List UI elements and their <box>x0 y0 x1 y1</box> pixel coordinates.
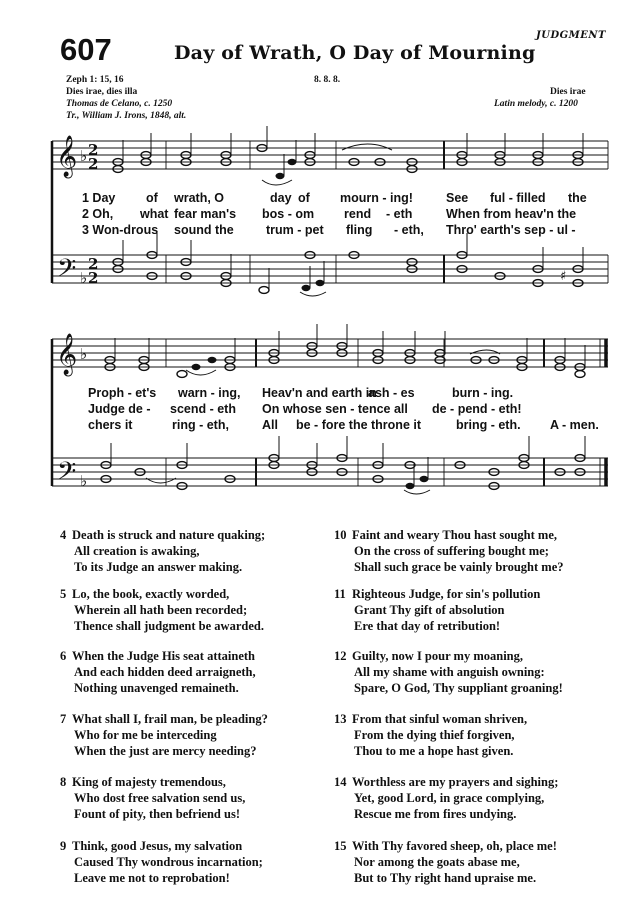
lyric-syllable: A - men. <box>550 418 599 432</box>
lyric-syllable: On whose sen - tence all <box>262 402 408 416</box>
stanza-line: Wherein all hath been recorded; <box>74 603 248 617</box>
lyric-syllable: When from heav'n the <box>446 207 577 221</box>
lyric-syllable: be - fore the throne it <box>296 418 421 432</box>
stanza-line: When the Judge His seat attaineth <box>72 649 255 663</box>
stanza-5 <box>60 586 264 634</box>
stanza-line: And each hidden deed arraigneth, <box>74 665 256 679</box>
svg-text:𝄢: 𝄢 <box>57 457 77 492</box>
svg-text:2: 2 <box>88 155 99 173</box>
stanza-line: Righteous Judge, for sin's pollution <box>352 587 541 601</box>
stanza-line: Shall such grace be vainly brought me? <box>354 560 564 574</box>
stanza-number: 15 <box>334 839 347 853</box>
stanza-line: Lo, the book, exactly worded, <box>72 587 230 601</box>
stanza-line: Thence shall judgment be awarded. <box>74 619 264 633</box>
stanza-number: 13 <box>334 712 347 726</box>
lyric-syllable: bos - om <box>262 207 315 221</box>
stanza-line: Death is struck and nature quaking; <box>72 528 266 542</box>
stanza-line: Rescue me from fires undying. <box>354 807 517 821</box>
lyric-syllable: Thro' earth's sep - ul - <box>446 223 576 237</box>
lyric-syllable: wrath, O <box>174 191 225 205</box>
section-heading: JUDGMENT <box>536 30 606 41</box>
stanza-12 <box>334 648 563 696</box>
stanza-6 <box>60 648 256 696</box>
lyric-syllable: burn - ing. <box>452 386 514 400</box>
stanza-line: Yet, good Lord, in grace complying, <box>354 791 545 805</box>
stanza-number: 10 <box>334 528 347 542</box>
stanza-line: Nothing unavenged remaineth. <box>74 681 239 695</box>
stanza-number: 11 <box>334 587 346 601</box>
stanza-number: 8 <box>60 775 67 789</box>
stanza-line: From that sinful woman shriven, <box>352 712 528 726</box>
stanza-number: 6 <box>60 649 67 663</box>
lyric-syllable: scend - eth <box>170 402 236 416</box>
stanza-line: Faint and weary Thou hast sought me, <box>352 528 558 542</box>
stanza-7 <box>60 711 268 759</box>
stanza-line: Who for me be interceding <box>74 728 217 742</box>
tune-source: Latin melody, c. 1200 <box>494 99 578 109</box>
stanza-line: Worthless are my prayers and sighing; <box>352 775 559 789</box>
stanza-number: 9 <box>60 839 67 853</box>
svg-text:♯: ♯ <box>560 269 567 284</box>
stanza-line: All my shame with anguish owning: <box>354 665 545 679</box>
svg-text:♭: ♭ <box>80 147 88 165</box>
lyric-syllable: All <box>262 418 278 432</box>
lyric-syllable: of <box>146 191 158 205</box>
stanza-line: Leave me not to reprobation! <box>74 871 230 885</box>
svg-text:♭: ♭ <box>80 269 88 287</box>
svg-text:2: 2 <box>88 141 99 159</box>
stanza-line: Spare, O God, Thy suppliant groaning! <box>354 681 563 695</box>
lyric-syllable: ring - eth, <box>172 418 229 432</box>
stanza-line: What shall I, frail man, be pleading? <box>72 712 268 726</box>
lyric-syllable: day <box>270 191 292 205</box>
lyric-syllable: ful - filled <box>490 191 546 205</box>
hymn-title: Day of Wrath, O Day of Mourning <box>174 42 536 64</box>
stanza-line: Think, good Jesus, my salvation <box>72 839 243 853</box>
lyric-syllable: Heav'n and earth in <box>262 386 377 400</box>
lyric-syllable: 2 Oh, <box>82 207 114 221</box>
lyric-syllable: chers it <box>88 418 133 432</box>
lyric-syllable: rend <box>344 207 372 221</box>
lyric-syllable: of <box>298 191 310 205</box>
svg-text:𝄞: 𝄞 <box>56 136 78 177</box>
lyric-syllable: - eth <box>386 207 413 221</box>
stanza-line: All creation is awaking, <box>74 544 200 558</box>
stanza-line: Caused Thy wondrous incarnation; <box>74 855 263 869</box>
music-system-1 <box>0 0 640 320</box>
svg-text:𝄢: 𝄢 <box>57 254 77 289</box>
hymn-number: 607 <box>60 32 112 67</box>
lyric-syllable: 3 Won-drous <box>82 223 159 237</box>
stanza-line: Grant Thy gift of absolution <box>354 603 505 617</box>
lyric-syllable: - eth, <box>394 223 424 237</box>
lyric-syllable: mourn - ing! <box>340 191 413 205</box>
svg-text:♭: ♭ <box>80 472 88 490</box>
latin-title: Dies irae, dies illa <box>66 87 138 97</box>
lyric-syllable: what <box>140 207 169 221</box>
scripture-reference: Zeph 1: 15, 16 <box>66 75 124 85</box>
svg-text:2: 2 <box>88 255 99 273</box>
stanza-number: 7 <box>60 712 67 726</box>
stanza-line: Thou to me a hope hast given. <box>354 744 514 758</box>
lyric-syllable: Judge de - <box>88 402 151 416</box>
svg-text:2: 2 <box>88 269 99 287</box>
stanza-line: On the cross of suffering bought me; <box>354 544 549 558</box>
stanza-line: King of majesty tremendous, <box>72 775 226 789</box>
stanza-line: Who dost free salvation send us, <box>74 791 246 805</box>
stanza-line: When the just are mercy needing? <box>74 744 257 758</box>
stanza-number: 5 <box>60 587 67 601</box>
author-credit: Thomas de Celano, c. 1250 <box>66 99 173 109</box>
stanza-11 <box>334 586 541 634</box>
stanza-number: 12 <box>334 649 347 663</box>
lyric-syllable: Proph - et's <box>88 386 157 400</box>
stanza-line: From the dying thief forgiven, <box>354 728 515 742</box>
stanza-line: To its Judge an answer making. <box>74 560 243 574</box>
stanza-9 <box>60 838 263 886</box>
lyric-syllable: 1 Day <box>82 191 116 205</box>
translator-credit: Tr., William J. Irons, 1848, alt. <box>66 111 187 121</box>
stanza-line: But to Thy right hand upraise me. <box>354 871 537 885</box>
stanza-8 <box>60 774 246 822</box>
lyric-syllable: de - pend - eth! <box>432 402 522 416</box>
lyric-syllable: the <box>568 191 587 205</box>
lyric-syllable: bring - eth. <box>456 418 521 432</box>
stanza-10 <box>334 527 564 575</box>
svg-text:𝄞: 𝄞 <box>56 334 78 375</box>
stanza-number: 4 <box>60 528 67 542</box>
lyric-syllable: sound the <box>174 223 234 237</box>
lyric-syllable: warn - ing, <box>178 386 241 400</box>
svg-text:♭: ♭ <box>80 345 88 363</box>
lyric-syllable: fear man's <box>174 207 237 221</box>
stanza-line: Nor among the goats abase me, <box>354 855 520 869</box>
stanza-line: With Thy favored sheep, oh, place me! <box>352 839 557 853</box>
stanza-line: Fount of pity, then befriend us! <box>74 807 240 821</box>
lyric-syllable: fling <box>346 223 373 237</box>
lyric-syllable: ash - es <box>368 386 415 400</box>
stanza-4 <box>60 527 266 575</box>
stanza-line: Ere that day of retribution! <box>354 619 501 633</box>
meter: 8. 8. 8. <box>314 75 341 85</box>
stanza-line: Guilty, now I pour my moaning, <box>352 649 523 663</box>
stanza-14 <box>334 774 559 822</box>
stanza-15 <box>334 838 557 886</box>
lyric-syllable: See <box>446 191 469 205</box>
stanza-number: 14 <box>334 775 347 789</box>
tune-name: Dies irae <box>550 87 586 97</box>
lyric-syllable: trum - pet <box>266 223 324 237</box>
stanza-13 <box>334 711 528 759</box>
